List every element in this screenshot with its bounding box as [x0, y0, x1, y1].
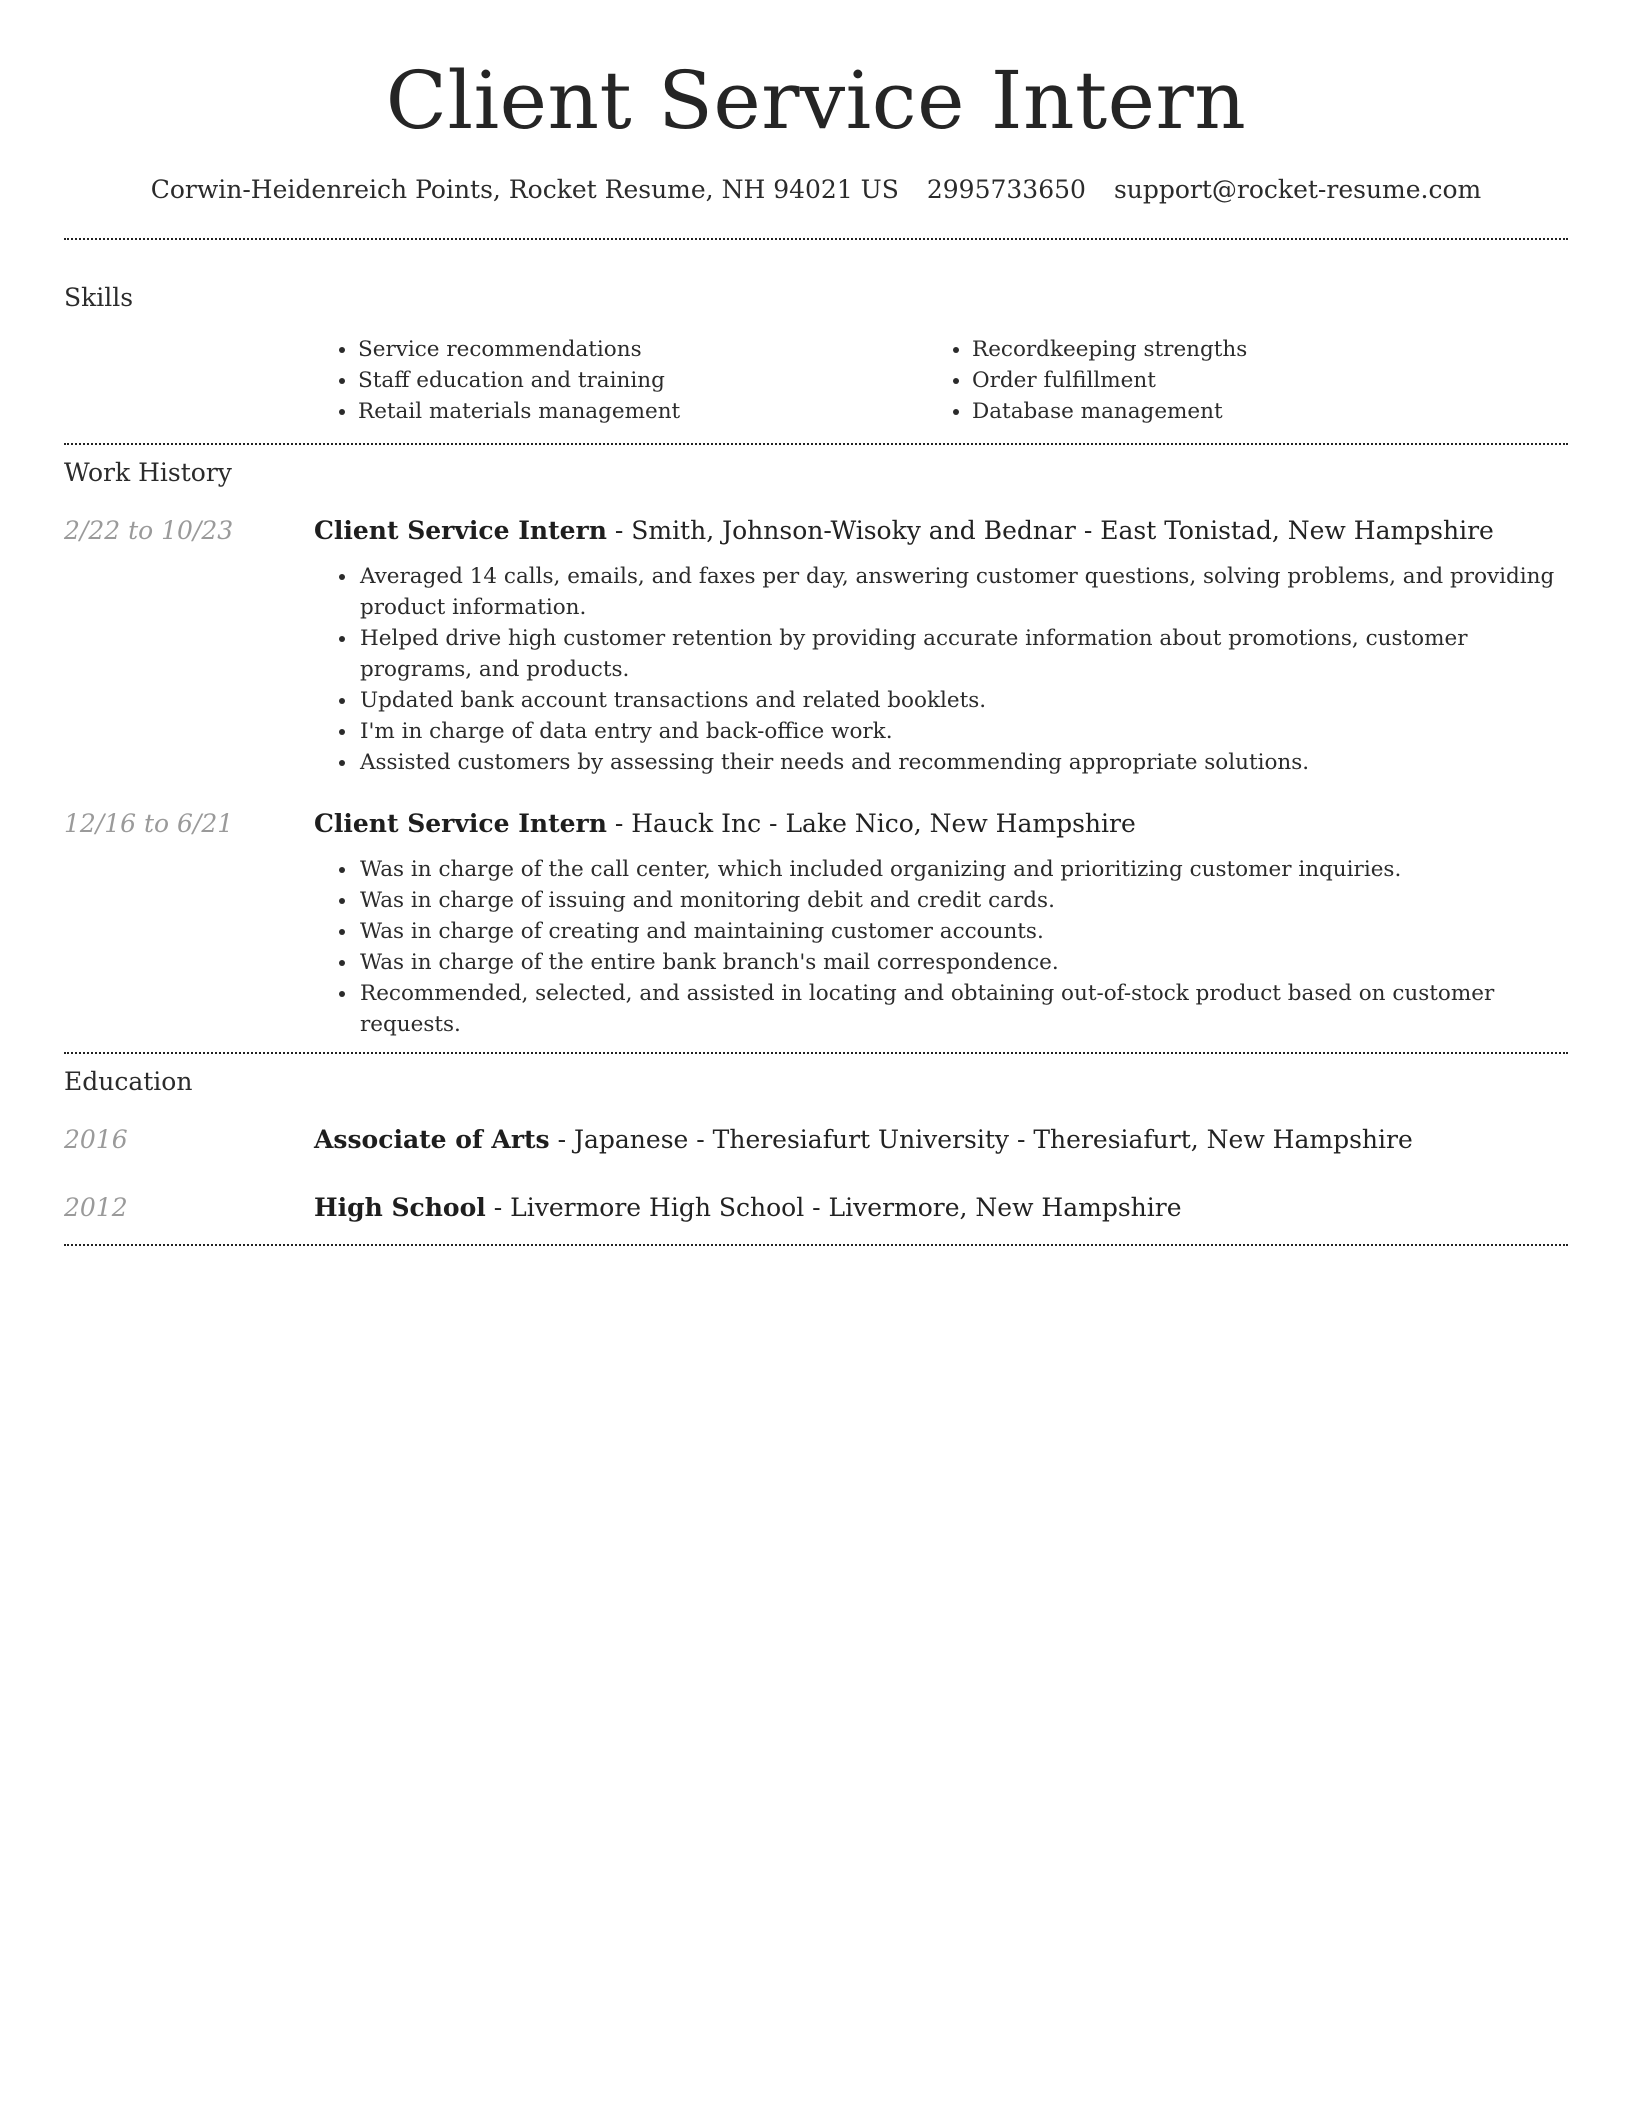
- work-entry-body: [314, 808, 1568, 1040]
- education-entry-body: [314, 1192, 1568, 1224]
- work-bullet: • Updated bank account transactions and related booklets.: [358, 685, 1568, 716]
- work-entry-employer: - Hauck Inc - Lake Nico, New Hampshire: [606, 809, 1136, 838]
- education-entry: [64, 1124, 1568, 1156]
- work-entry-heading: [314, 808, 1568, 840]
- work-entry: [64, 515, 1568, 778]
- education-details: - Japanese - Theresiafurt University - Theresiafurt, New Hampshire: [549, 1125, 1413, 1154]
- education-entry-date: 2012: [64, 1193, 128, 1222]
- resume-page: [64, 0, 1568, 1246]
- skill-item: • Recordkeeping strengths: [972, 334, 1542, 365]
- work-entry-body: [314, 515, 1568, 778]
- contact-address: Corwin-Heidenreich Points, Rocket Resume, NH 94021 US: [150, 175, 899, 204]
- skill-item: • Order fulfillment: [972, 365, 1542, 396]
- skills-list: [314, 334, 1568, 427]
- education-details: - Livermore High School - Livermore, New Hampshire: [485, 1193, 1182, 1222]
- work-entry-bullets: [314, 854, 1568, 1040]
- education-degree: High School: [314, 1193, 486, 1222]
- skill-item: • Service recommendations: [358, 334, 928, 365]
- skill-item: • Retail materials management: [358, 396, 928, 427]
- skill-item: • Staff education and training: [358, 365, 928, 396]
- education-entry-heading: [314, 1124, 1568, 1156]
- skills-column-right: [928, 334, 1542, 427]
- divider: [64, 238, 1568, 240]
- divider: [64, 1244, 1568, 1246]
- work-entry-employer: - Smith, Johnson-Wisoky and Bednar - East Tonistad, New Hampshire: [606, 516, 1494, 545]
- education-degree: Associate of Arts: [314, 1125, 550, 1154]
- education-entry: [64, 1192, 1568, 1224]
- work-history-heading: Work History: [64, 458, 232, 487]
- work-bullet: • Was in charge of issuing and monitoring debit and credit cards.: [358, 885, 1568, 916]
- education-entry-body: [314, 1124, 1568, 1156]
- work-bullet: • Was in charge of creating and maintaining customer accounts.: [358, 916, 1568, 947]
- work-bullet: • I'm in charge of data entry and back-office work.: [358, 716, 1568, 747]
- skill-item: • Database management: [972, 396, 1542, 427]
- work-entry-date: 2/22 to 10/23: [64, 516, 234, 545]
- contact-line: [64, 174, 1568, 206]
- work-entry: [64, 808, 1568, 1040]
- education-section: [64, 1054, 1568, 1224]
- work-entry-date: 12/16 to 6/21: [64, 809, 234, 838]
- work-bullet: • Assisted customers by assessing their needs and recommending appropriate solutions.: [358, 747, 1568, 778]
- contact-email: support@rocket-resume.com: [1113, 175, 1482, 204]
- skills-heading: Skills: [64, 283, 134, 312]
- work-bullet: • Recommended, selected, and assisted in locating and obtaining out-of-stock product based on customer requests.: [358, 978, 1568, 1040]
- education-entry-date: 2016: [64, 1125, 128, 1154]
- work-bullet: • Was in charge of the call center, which included organizing and prioritizing customer inquiries.: [358, 854, 1568, 885]
- skills-column-left: [314, 334, 928, 427]
- work-bullet: • Averaged 14 calls, emails, and faxes per day, answering customer questions, solving problems, and providing product information.: [358, 561, 1568, 623]
- work-entry-bullets: [314, 561, 1568, 778]
- work-bullet: • Was in charge of the entire bank branch's mail correspondence.: [358, 947, 1568, 978]
- work-bullet: • Helped drive high customer retention by providing accurate information about promotions, customer programs, and products.: [358, 623, 1568, 685]
- contact-phone: 2995733650: [926, 175, 1086, 204]
- work-entry-role: Client Service Intern: [314, 516, 607, 545]
- education-heading: Education: [64, 1067, 193, 1096]
- work-entry-heading: [314, 515, 1568, 547]
- work-entry-role: Client Service Intern: [314, 809, 607, 838]
- resume-title: Client Service Intern: [385, 54, 1247, 147]
- work-history-section: [64, 445, 1568, 1040]
- education-entry-heading: [314, 1192, 1568, 1224]
